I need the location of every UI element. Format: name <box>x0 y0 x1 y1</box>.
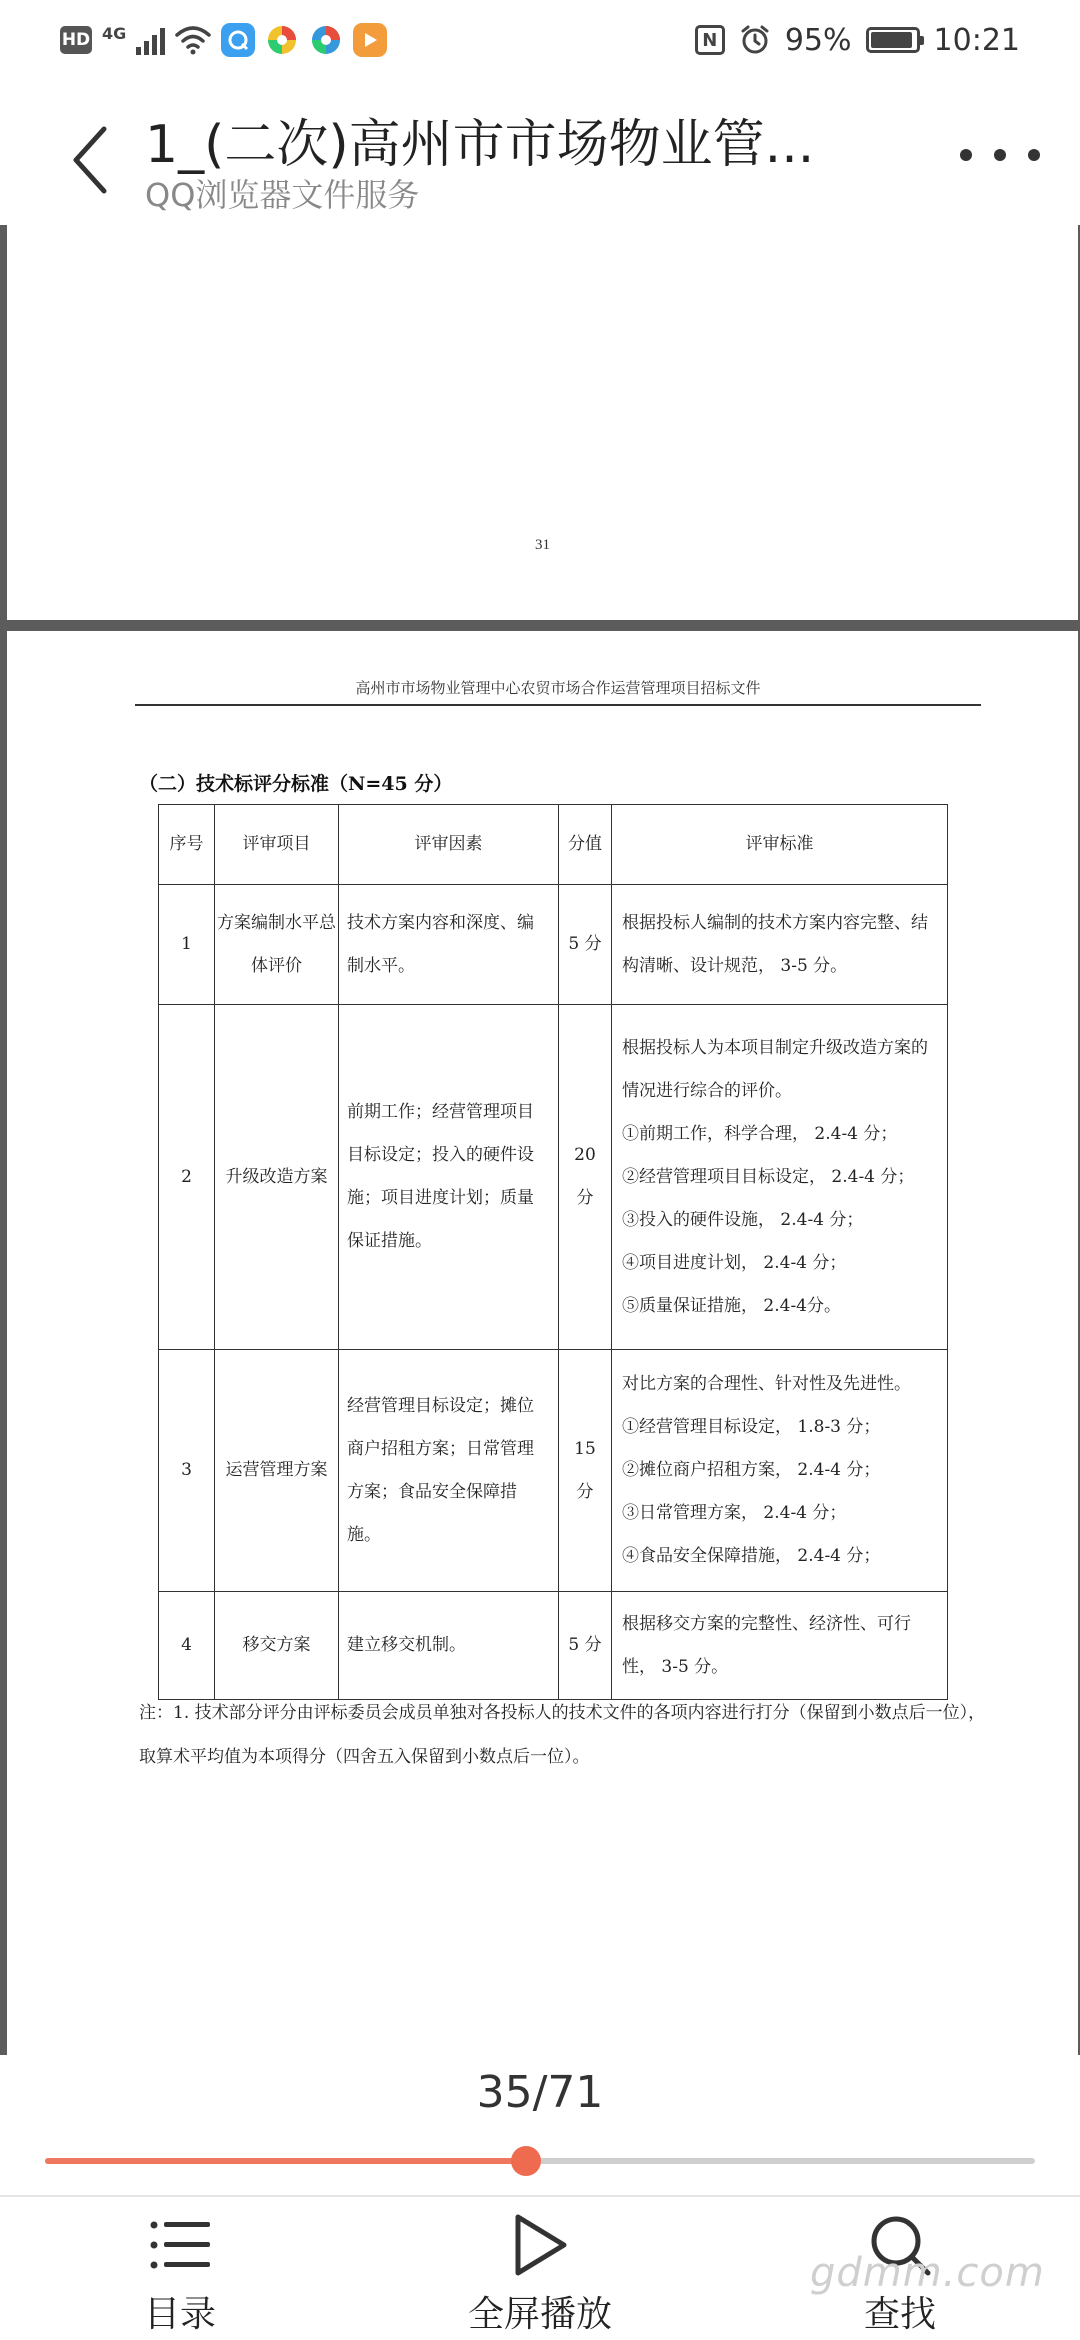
cell-item: 移交方案 <box>215 1592 339 1700</box>
page-slider-fill <box>45 2158 526 2164</box>
list-icon <box>148 2217 212 2273</box>
table-header-row <box>159 805 948 885</box>
cell-score: 20 分 <box>559 1005 612 1350</box>
document-viewer[interactable] <box>0 225 1080 2060</box>
section-heading: （二）技术标评分标准（N=45 分） <box>139 773 453 795</box>
page-slider-thumb[interactable] <box>511 2146 541 2176</box>
hd-badge: HD <box>60 26 92 54</box>
document-title: 1_(二次)高州市市场物业管... <box>145 115 815 175</box>
cell-item: 升级改造方案 <box>215 1005 339 1350</box>
pinwheel-app-icon-2 <box>309 23 343 57</box>
standard-line: 对比方案的合理性、针对性及先进性。 <box>622 1374 911 1394</box>
status-right-group <box>695 20 1020 60</box>
app-header <box>0 80 1080 225</box>
cell-standard <box>612 1592 948 1700</box>
table-row <box>159 1350 948 1592</box>
toc-button[interactable] <box>120 2210 240 2335</box>
fullscreen-play-button[interactable] <box>450 2210 630 2335</box>
standard-line: ⑤质量保证措施， 2.4-4分。 <box>622 1295 841 1316</box>
header-factor: 评审因素 <box>339 805 559 885</box>
watermark: gdmm.com <box>810 2250 1045 2296</box>
header-standard: 评审标准 <box>612 805 948 885</box>
standard-line: 根据投标人为本项目制定升级改造方案的情况进行综合的评价。 <box>622 1037 928 1101</box>
toolbar-divider <box>0 2195 1080 2197</box>
cell-factor: 技术方案内容和深度、编制水平。 <box>339 885 559 1005</box>
page-indicator: 35/71 <box>476 2067 604 2118</box>
cell-factor: 经营管理目标设定；摊位商户招租方案；日常管理方案；食品安全保障措施。 <box>339 1350 559 1592</box>
battery-icon <box>866 27 920 53</box>
cell-no: 2 <box>159 1005 215 1350</box>
more-dot-icon <box>960 149 972 161</box>
play-icon <box>510 2212 570 2278</box>
wifi-icon <box>175 25 211 55</box>
battery-fill <box>871 32 913 48</box>
running-header: 高州市市场物业管理中心农贸市场合作运营管理项目招标文件 <box>355 681 761 697</box>
table-note: 注：1. 技术部分评分由评标委员会成员单独对各投标人的技术文件的各项内容进行打分（保留到小数点后一位），取算术平均值为本项得分（四舍五入保留到小数点后一位）。 <box>139 1703 986 1767</box>
standard-line: 根据投标人编制的技术方案内容完整、结构清晰、设计规范， 3-5 分。 <box>622 912 928 976</box>
clock-time: 10:21 <box>933 22 1020 58</box>
more-dot-icon <box>1028 149 1040 161</box>
standard-line: ①前期工作，科学合理， 2.4-4 分； <box>622 1123 898 1144</box>
cell-standard <box>612 1005 948 1350</box>
standard-line: ③日常管理方案， 2.4-4 分； <box>622 1503 847 1523</box>
cell-standard <box>612 885 948 1005</box>
chevron-left-icon <box>70 125 110 195</box>
table-row <box>159 1592 948 1700</box>
toc-label: 目录 <box>143 2294 216 2335</box>
document-source: QQ浏览器文件服务 <box>145 176 420 214</box>
cell-no: 4 <box>159 1592 215 1700</box>
cell-factor: 建立移交机制。 <box>339 1592 559 1700</box>
signal-icon <box>136 25 165 55</box>
back-button[interactable] <box>60 120 120 200</box>
cell-score: 15 分 <box>559 1350 612 1592</box>
page-slider[interactable] <box>45 2158 1035 2164</box>
standard-line: ②经营管理项目目标设定， 2.4-4 分； <box>622 1166 915 1187</box>
more-dot-icon <box>994 149 1006 161</box>
standard-line: ②摊位商户招租方案， 2.4-4 分； <box>622 1460 881 1480</box>
scoring-table <box>158 804 948 1700</box>
table-row <box>159 1005 948 1350</box>
fullscreen-play-label: 全屏播放 <box>467 2294 612 2335</box>
cell-score: 5 分 <box>559 885 612 1005</box>
standard-line: ③投入的硬件设施， 2.4-4 分； <box>622 1209 864 1230</box>
standard-line: ④食品安全保障措施， 2.4-4 分； <box>622 1546 881 1566</box>
header-score: 分值 <box>559 805 612 885</box>
cell-no: 3 <box>159 1350 215 1592</box>
pinwheel-app-icon <box>265 23 299 57</box>
nfc-icon: N <box>695 25 725 55</box>
network-type: 4G <box>102 23 127 43</box>
document-page-current <box>7 631 1078 2060</box>
header-rule <box>135 704 981 706</box>
alarm-icon <box>739 24 771 56</box>
table-row <box>159 885 948 1005</box>
cell-standard <box>612 1350 948 1592</box>
reader-bottom-panel <box>0 2055 1080 2340</box>
cell-no: 1 <box>159 885 215 1005</box>
document-page-previous <box>7 225 1078 620</box>
browser-app-icon <box>221 23 255 57</box>
standard-line: 根据移交方案的完整性、经济性、可行性， 3-5 分。 <box>622 1613 911 1677</box>
status-bar <box>0 0 1080 80</box>
header-item: 评审项目 <box>215 805 339 885</box>
cell-item: 运营管理方案 <box>215 1350 339 1592</box>
more-options-button[interactable] <box>960 135 1040 175</box>
battery-percent: 95% <box>784 22 852 58</box>
find-label: 查找 <box>863 2294 936 2335</box>
standard-line: ④项目进度计划， 2.4-4 分； <box>622 1252 847 1273</box>
page-number: 31 <box>535 537 550 553</box>
status-left-group <box>60 20 387 60</box>
header-no: 序号 <box>159 805 215 885</box>
standard-line: ①经营管理目标设定， 1.8-3 分； <box>622 1417 881 1437</box>
cell-score: 5 分 <box>559 1592 612 1700</box>
cell-item: 方案编制水平总体评价 <box>215 885 339 1005</box>
video-app-icon <box>353 23 387 57</box>
cell-factor: 前期工作；经营管理项目目标设定；投入的硬件设施；项目进度计划；质量保证措施。 <box>339 1005 559 1350</box>
